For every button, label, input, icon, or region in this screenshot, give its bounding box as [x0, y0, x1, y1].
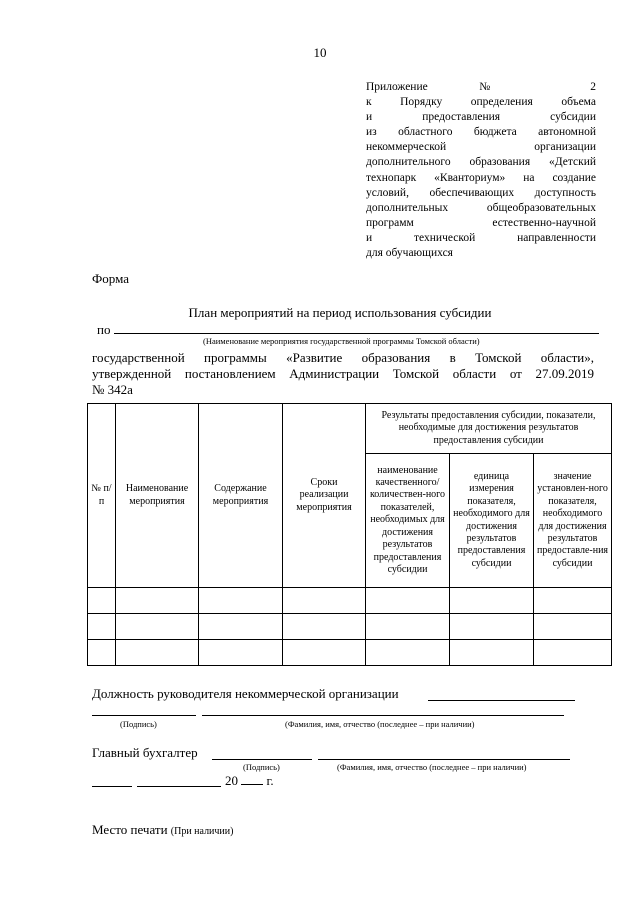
appendix-line: некоммерческой организации [366, 141, 596, 154]
table-cell[interactable] [283, 588, 366, 614]
chief-fio-blank[interactable] [318, 759, 570, 760]
chief-signature-note: (Подпись) [243, 762, 280, 772]
head-signature-blank[interactable] [92, 715, 196, 716]
stamp-label: Место печати [92, 822, 168, 837]
header-indicator-name: наименование качественного/ количествен-ного показателей, необходимых для достижения результатов предоставления субсидии [366, 454, 450, 588]
program-line: государственной программы «Развитие образования в Томской области», [92, 350, 594, 365]
appendix-line: дополнительного образования «Детский [366, 156, 596, 169]
stamp-note: (При наличии) [170, 826, 234, 837]
date-month-blank[interactable] [137, 786, 221, 787]
appendix-line: программ естественно-научной [366, 216, 596, 229]
table-cell[interactable] [534, 640, 612, 666]
header-unit: единица измерения показателя, необходимого для достижения результатов предоставления субсидии [450, 454, 534, 588]
plan-table [87, 403, 612, 666]
appendix-line: условий, обеспечивающих доступность [366, 186, 596, 199]
date-year [225, 773, 274, 789]
table-cell[interactable] [366, 614, 450, 640]
program-name-blank [114, 322, 599, 334]
appendix-header [366, 80, 596, 261]
table-cell[interactable] [283, 614, 366, 640]
stamp-place [92, 822, 233, 838]
po-label: по [97, 322, 111, 337]
table-cell[interactable] [366, 640, 450, 666]
table-cell[interactable] [199, 640, 283, 666]
form-label: Форма [92, 271, 129, 286]
header-num: № п/п [88, 404, 116, 588]
date-day-blank[interactable] [92, 786, 132, 787]
program-note: (Наименование мероприятия государственной программы Томской области) [203, 336, 480, 346]
appendix-line: и технической направленности [366, 231, 596, 244]
head-fio-note: (Фамилия, имя, отчество (последнее – при наличии) [285, 719, 475, 729]
head-position-label: Должность руководителя некоммерческой организации [92, 686, 399, 701]
table-row [88, 614, 612, 640]
table-cell[interactable] [88, 614, 116, 640]
appendix-line: к Порядку определения объема [366, 96, 596, 109]
page-title: План мероприятий на период использования субсидии [188, 305, 492, 320]
year-prefix: 20 [225, 773, 238, 788]
appendix-line: из областного бюджета автономной [366, 126, 596, 139]
table-cell[interactable] [116, 640, 199, 666]
program-line: утвержденной постановлением Администрации Томской области от 27.09.2019 [92, 365, 594, 381]
table-row [88, 640, 612, 666]
head-fio-blank[interactable] [202, 715, 564, 716]
table-cell[interactable] [88, 640, 116, 666]
header-results: Результаты предоставления субсидии, показатели, необходимые для достижения результатов предоставления субсидии [366, 404, 612, 454]
appendix-line: и предоставления субсидии [366, 111, 596, 124]
table-row [88, 588, 612, 614]
table-cell[interactable] [534, 588, 612, 614]
program-text [92, 350, 594, 397]
table-cell[interactable] [88, 588, 116, 614]
table-cell[interactable] [450, 614, 534, 640]
appendix-line: дополнительных общеобразовательных [366, 201, 596, 214]
table-cell[interactable] [116, 614, 199, 640]
chief-fio-note: (Фамилия, имя, отчество (последнее – при наличии) [337, 762, 527, 772]
head-position-blank[interactable] [428, 700, 575, 701]
table-cell[interactable] [534, 614, 612, 640]
head-signature-note: (Подпись) [120, 719, 157, 729]
appendix-line: технопарк «Кванториум» на создание [366, 171, 596, 184]
header-content: Содержание мероприятия [199, 404, 283, 588]
header-value: значение установлен-ного показателя, необходимого для достижения результатов предоставле-ния субсидии [534, 454, 612, 588]
page-number: 10 [313, 45, 327, 60]
program-line: № 342а [92, 381, 133, 397]
table-cell[interactable] [199, 614, 283, 640]
appendix-line: Приложение № 2 [366, 81, 596, 93]
table-cell[interactable] [199, 588, 283, 614]
table-cell[interactable] [366, 588, 450, 614]
table-cell[interactable] [450, 640, 534, 666]
year-suffix: г. [266, 773, 274, 788]
year-blank[interactable] [241, 773, 263, 785]
chief-accountant-label: Главный бухгалтер [92, 745, 198, 760]
table-cell[interactable] [116, 588, 199, 614]
header-name: Наименование мероприятия [116, 404, 199, 588]
table-cell[interactable] [283, 640, 366, 666]
chief-signature-blank[interactable] [212, 759, 312, 760]
appendix-line: для обучающихся [366, 247, 453, 260]
table-cell[interactable] [450, 588, 534, 614]
header-terms: Сроки реализации мероприятия [283, 404, 366, 588]
